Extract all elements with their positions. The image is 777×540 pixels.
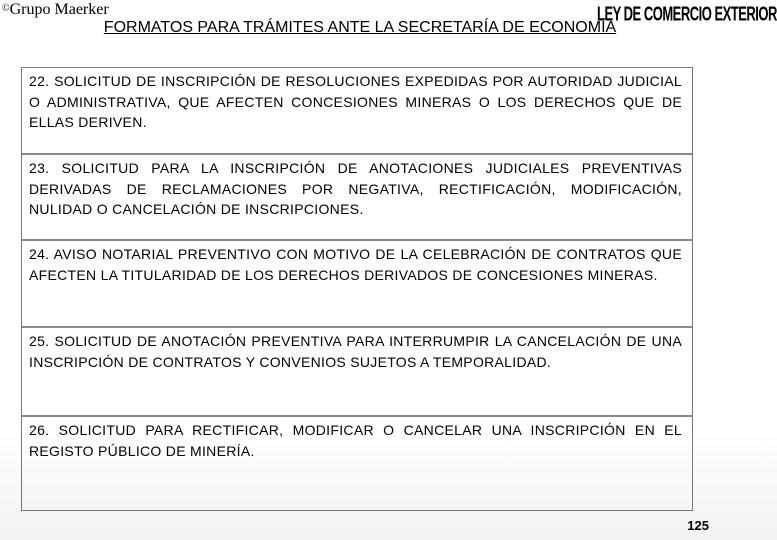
logo: LEY DE COMERCIO EXTERIOR (597, 2, 777, 26)
list-item: 24. AVISO NOTARIAL PREVENTIVO CON MOTIVO DE LA CELEBRACIÓN DE CONTRATOS QUE AFECTEN LA TITULARIDAD DE LOS DERECHOS DERIVADOS DE CONCESIONES MINERAS. (22, 241, 692, 328)
page-title: FORMATOS PARA TRÁMITES ANTE LA SECRETARÍA DE ECONOMÍA (103, 19, 617, 36)
list-item: 22. SOLICITUD DE INSCRIPCIÓN DE RESOLUCIONES EXPEDIDAS POR AUTORIDAD JUDICIAL O ADMINISTRATIVA, QUE AFECTEN CONCESIONES MINERAS O LOS DERECHOS QUE DE ELLAS DERIVEN. (22, 68, 692, 155)
list-item: 26. SOLICITUD PARA RECTIFICAR, MODIFICAR O CANCELAR UNA INSCRIPCIÓN EN EL REGISTO PÚBLICO DE MINERÍA. (29, 422, 682, 459)
page-number: 125 (687, 518, 709, 533)
list-item: 25. SOLICITUD DE ANOTACIÓN PREVENTIVA PARA INTERRUMPIR LA CANCELACIÓN DE UNA INSCRIPCIÓN DE CONTRATOS Y CONVENIOS SUJETOS A TEMPORALIDAD. (22, 328, 692, 417)
forms-list (21, 67, 693, 511)
copyright-symbol: © (2, 3, 10, 14)
list-item: 23. SOLICITUD PARA LA INSCRIPCIÓN DE ANOTACIONES JUDICIALES PREVENTIVAS DERIVADAS DE RECLAMACIONES POR NEGATIVA, RECTIFICACIÓN, MODIFICACIÓN, NULIDAD O CANCELACIÓN DE INSCRIPCIONES. (22, 155, 692, 241)
brand-name: Grupo Maerker (9, 1, 109, 18)
